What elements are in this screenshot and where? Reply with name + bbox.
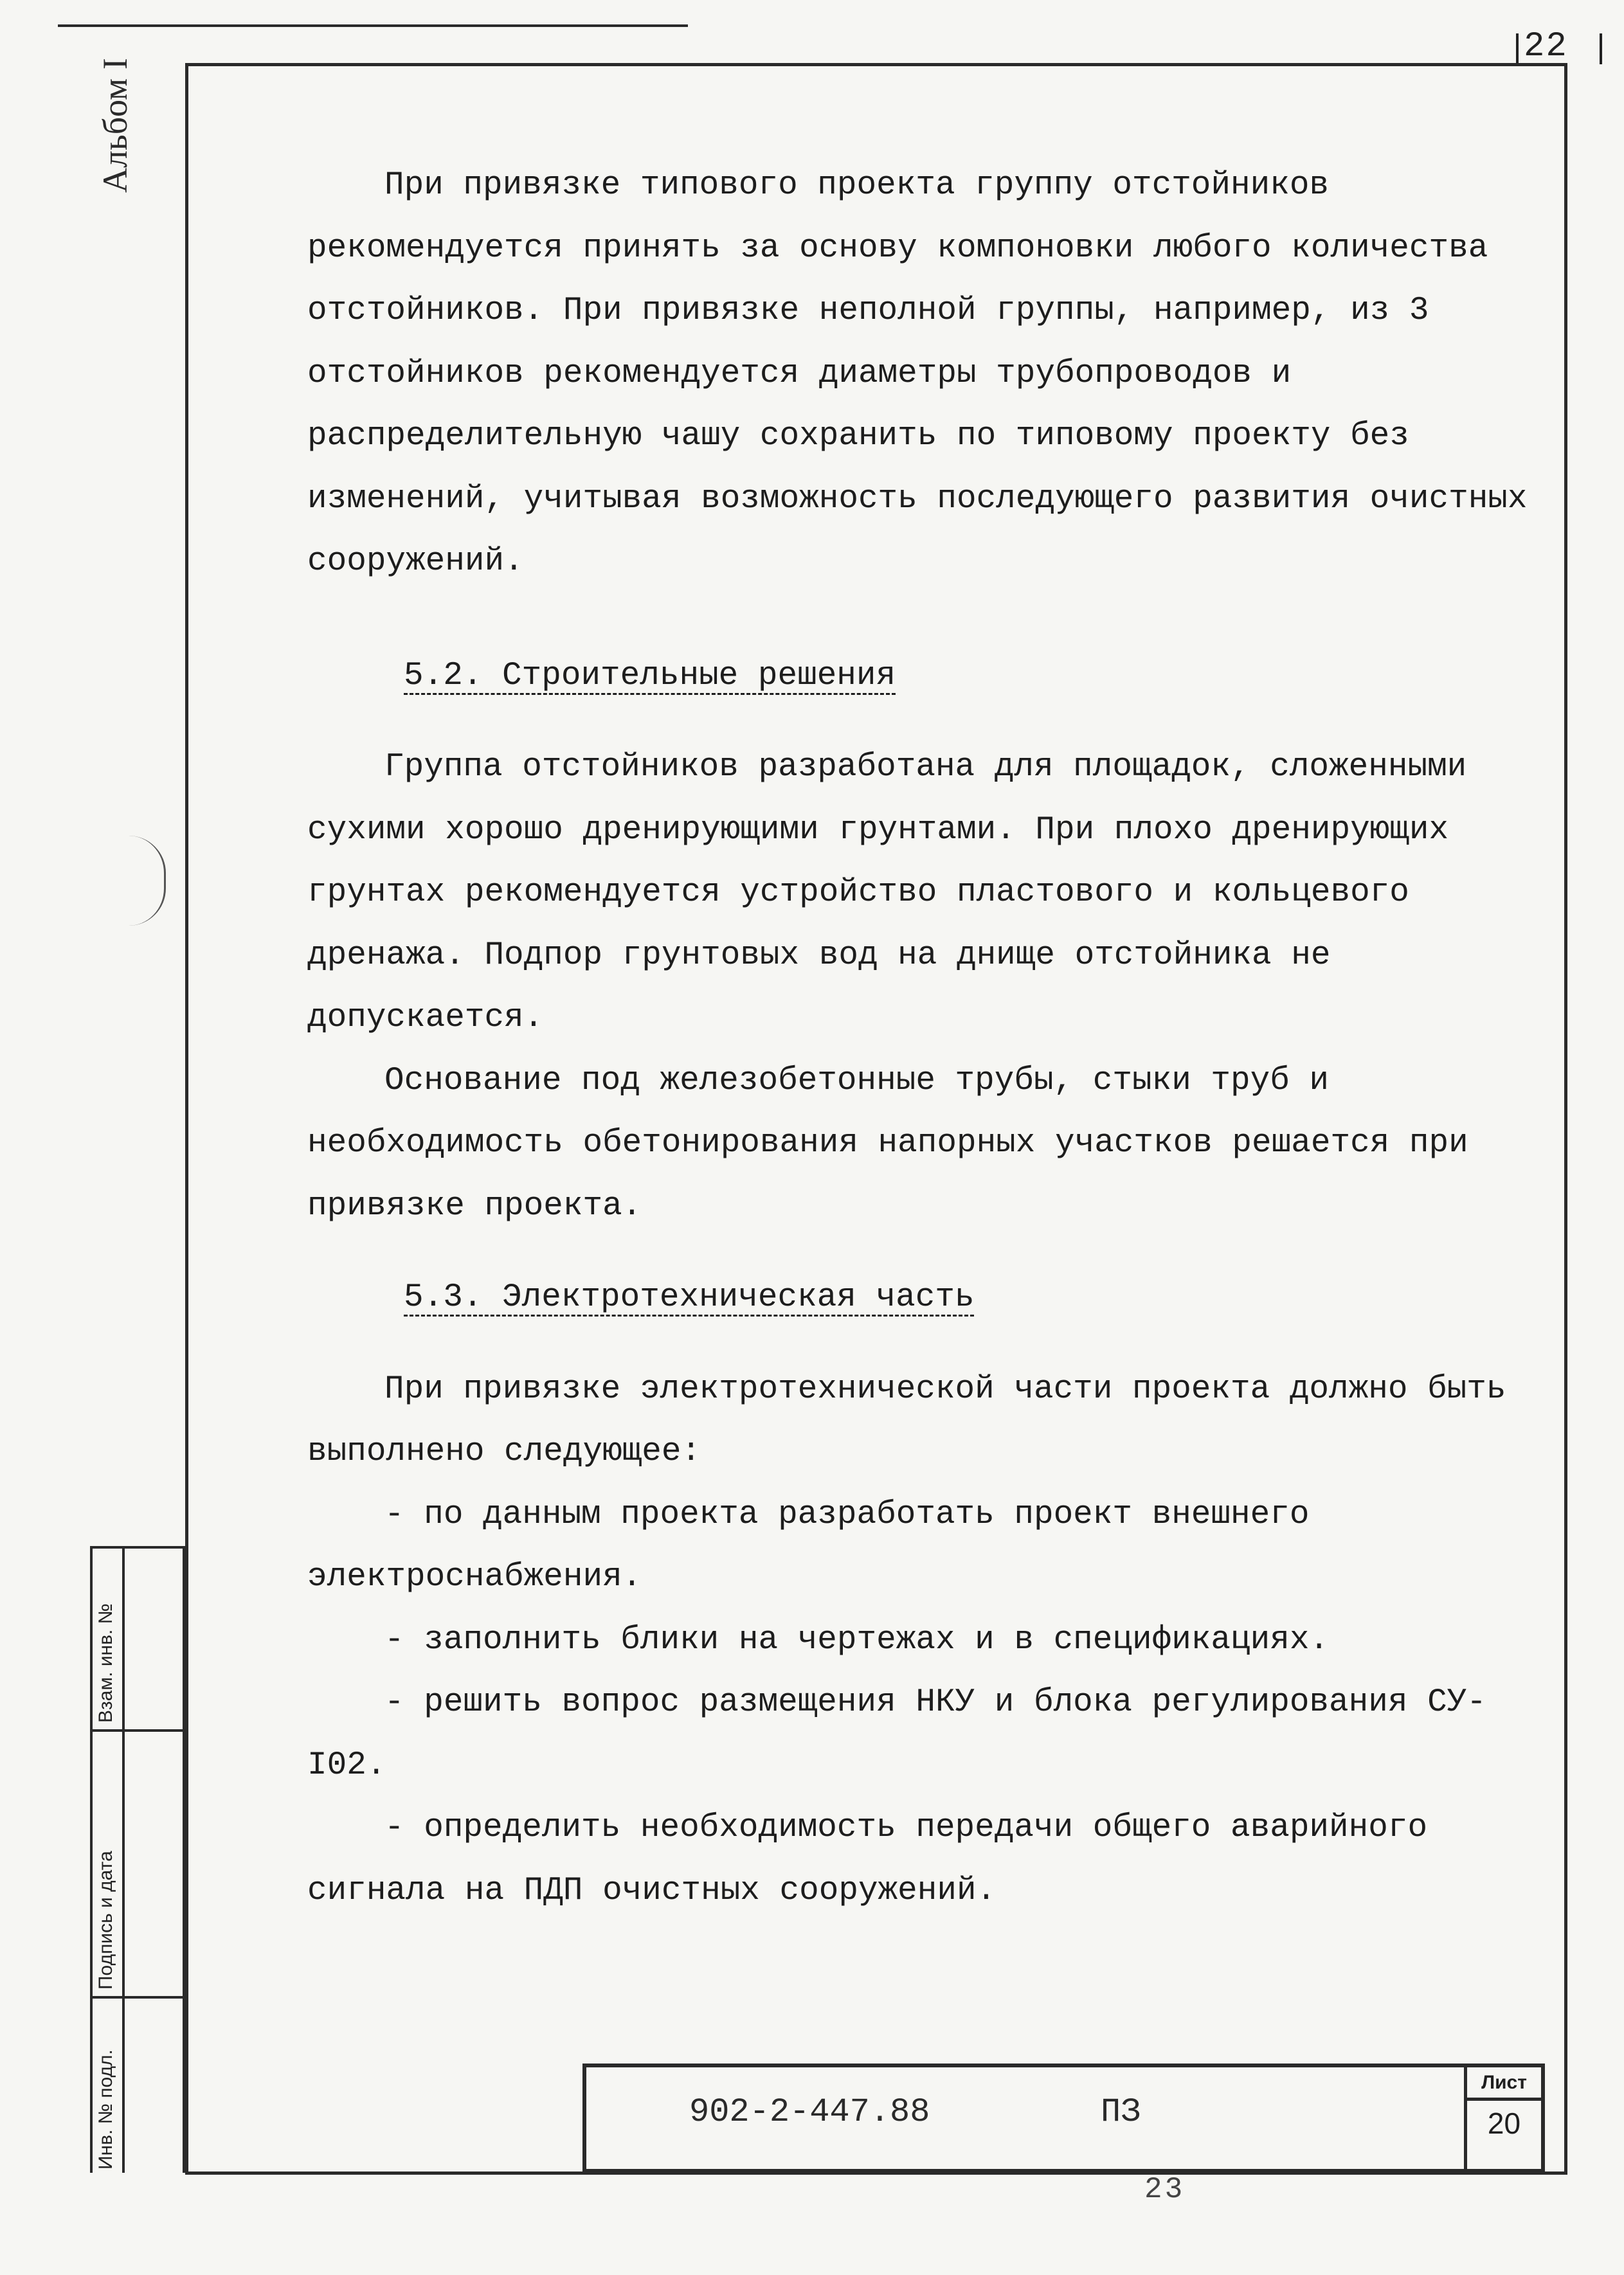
inv-no-label: Инв. № подл. [95,2049,116,2170]
side-stamp-row-1 [90,1729,185,1732]
sheet-number: 20 [1487,2107,1521,2140]
heading-5-3: 5.3. Электротехническая часть [404,1279,975,1316]
side-stamp-border-right [183,1546,185,2173]
side-stamp-row-top [90,1546,185,1549]
title-block [582,2064,1545,2173]
top-rule [58,24,688,27]
paragraph-3: Основание под железобетонные трубы, стыки труб и необходимость обетонирования напорных участков решается при привязке проекта. [307,1062,1468,1225]
bullet-4: - определить необходимость передачи общего аварийного сигнала на ПДП очистных сооружений. [307,1810,1428,1909]
bullet-1: - по данным проекта разработать проект внешнего электроснабжения. [307,1496,1310,1596]
album-label: Альбом I [96,58,134,193]
bullet-3: - решить вопрос размещения НКУ и блока регулирования СУ-I02. [307,1684,1486,1784]
side-stamp-border-mid [122,1546,125,2173]
sheet-label: Лист [1467,2067,1541,2101]
bullet-2: - заполнить блики на чертежах и в спецификациях. [384,1621,1330,1659]
corner-bar-right [1600,33,1602,64]
paragraph-4: При привязке электротехнической части проекта должно быть выполнено следующее: [307,1371,1506,1470]
paragraph-1: При привязке типового проекта группу отстойников рекомендуется принять за основу компоновки любого количества отстойников. При привязке неполной группы, например, из 3 отстойников рекомендуется диаметры трубопроводов и распределительную чашу сохранить по типовому проекту без изменений, учитывая возможность последующего развития очистных сооружений. [307,167,1528,580]
sheet-cell [1464,2067,1541,2169]
doc-code: 902-2-447.88 [689,2093,930,2131]
document-body [307,154,1529,1922]
corner-bar-left [1516,33,1519,64]
side-stamp [90,1546,185,2173]
corner-sheet-number: 22 [1524,27,1568,66]
side-stamp-row-2 [90,1996,185,1999]
side-stamp-border-left [90,1546,93,2173]
bottom-scribble: 23 [1144,2173,1186,2206]
paragraph-2: Группа отстойников разработана для площадок, сложенными сухими хорошо дренирующими грунтами. При плохо дренирующих грунтах рекомендуется устройство пластового и кольцевого дренажа. Подпор грунтовых вод на днище отстойника не допускается. [307,749,1467,1036]
margin-pencil-mark [129,836,166,926]
replaced-inv-label: Взам. инв. № [95,1603,116,1723]
doc-type: ПЗ [1101,2093,1141,2131]
sign-date-label: Подпись и дата [95,1851,116,1990]
heading-5-2: 5.2. Строительные решения [404,657,896,694]
